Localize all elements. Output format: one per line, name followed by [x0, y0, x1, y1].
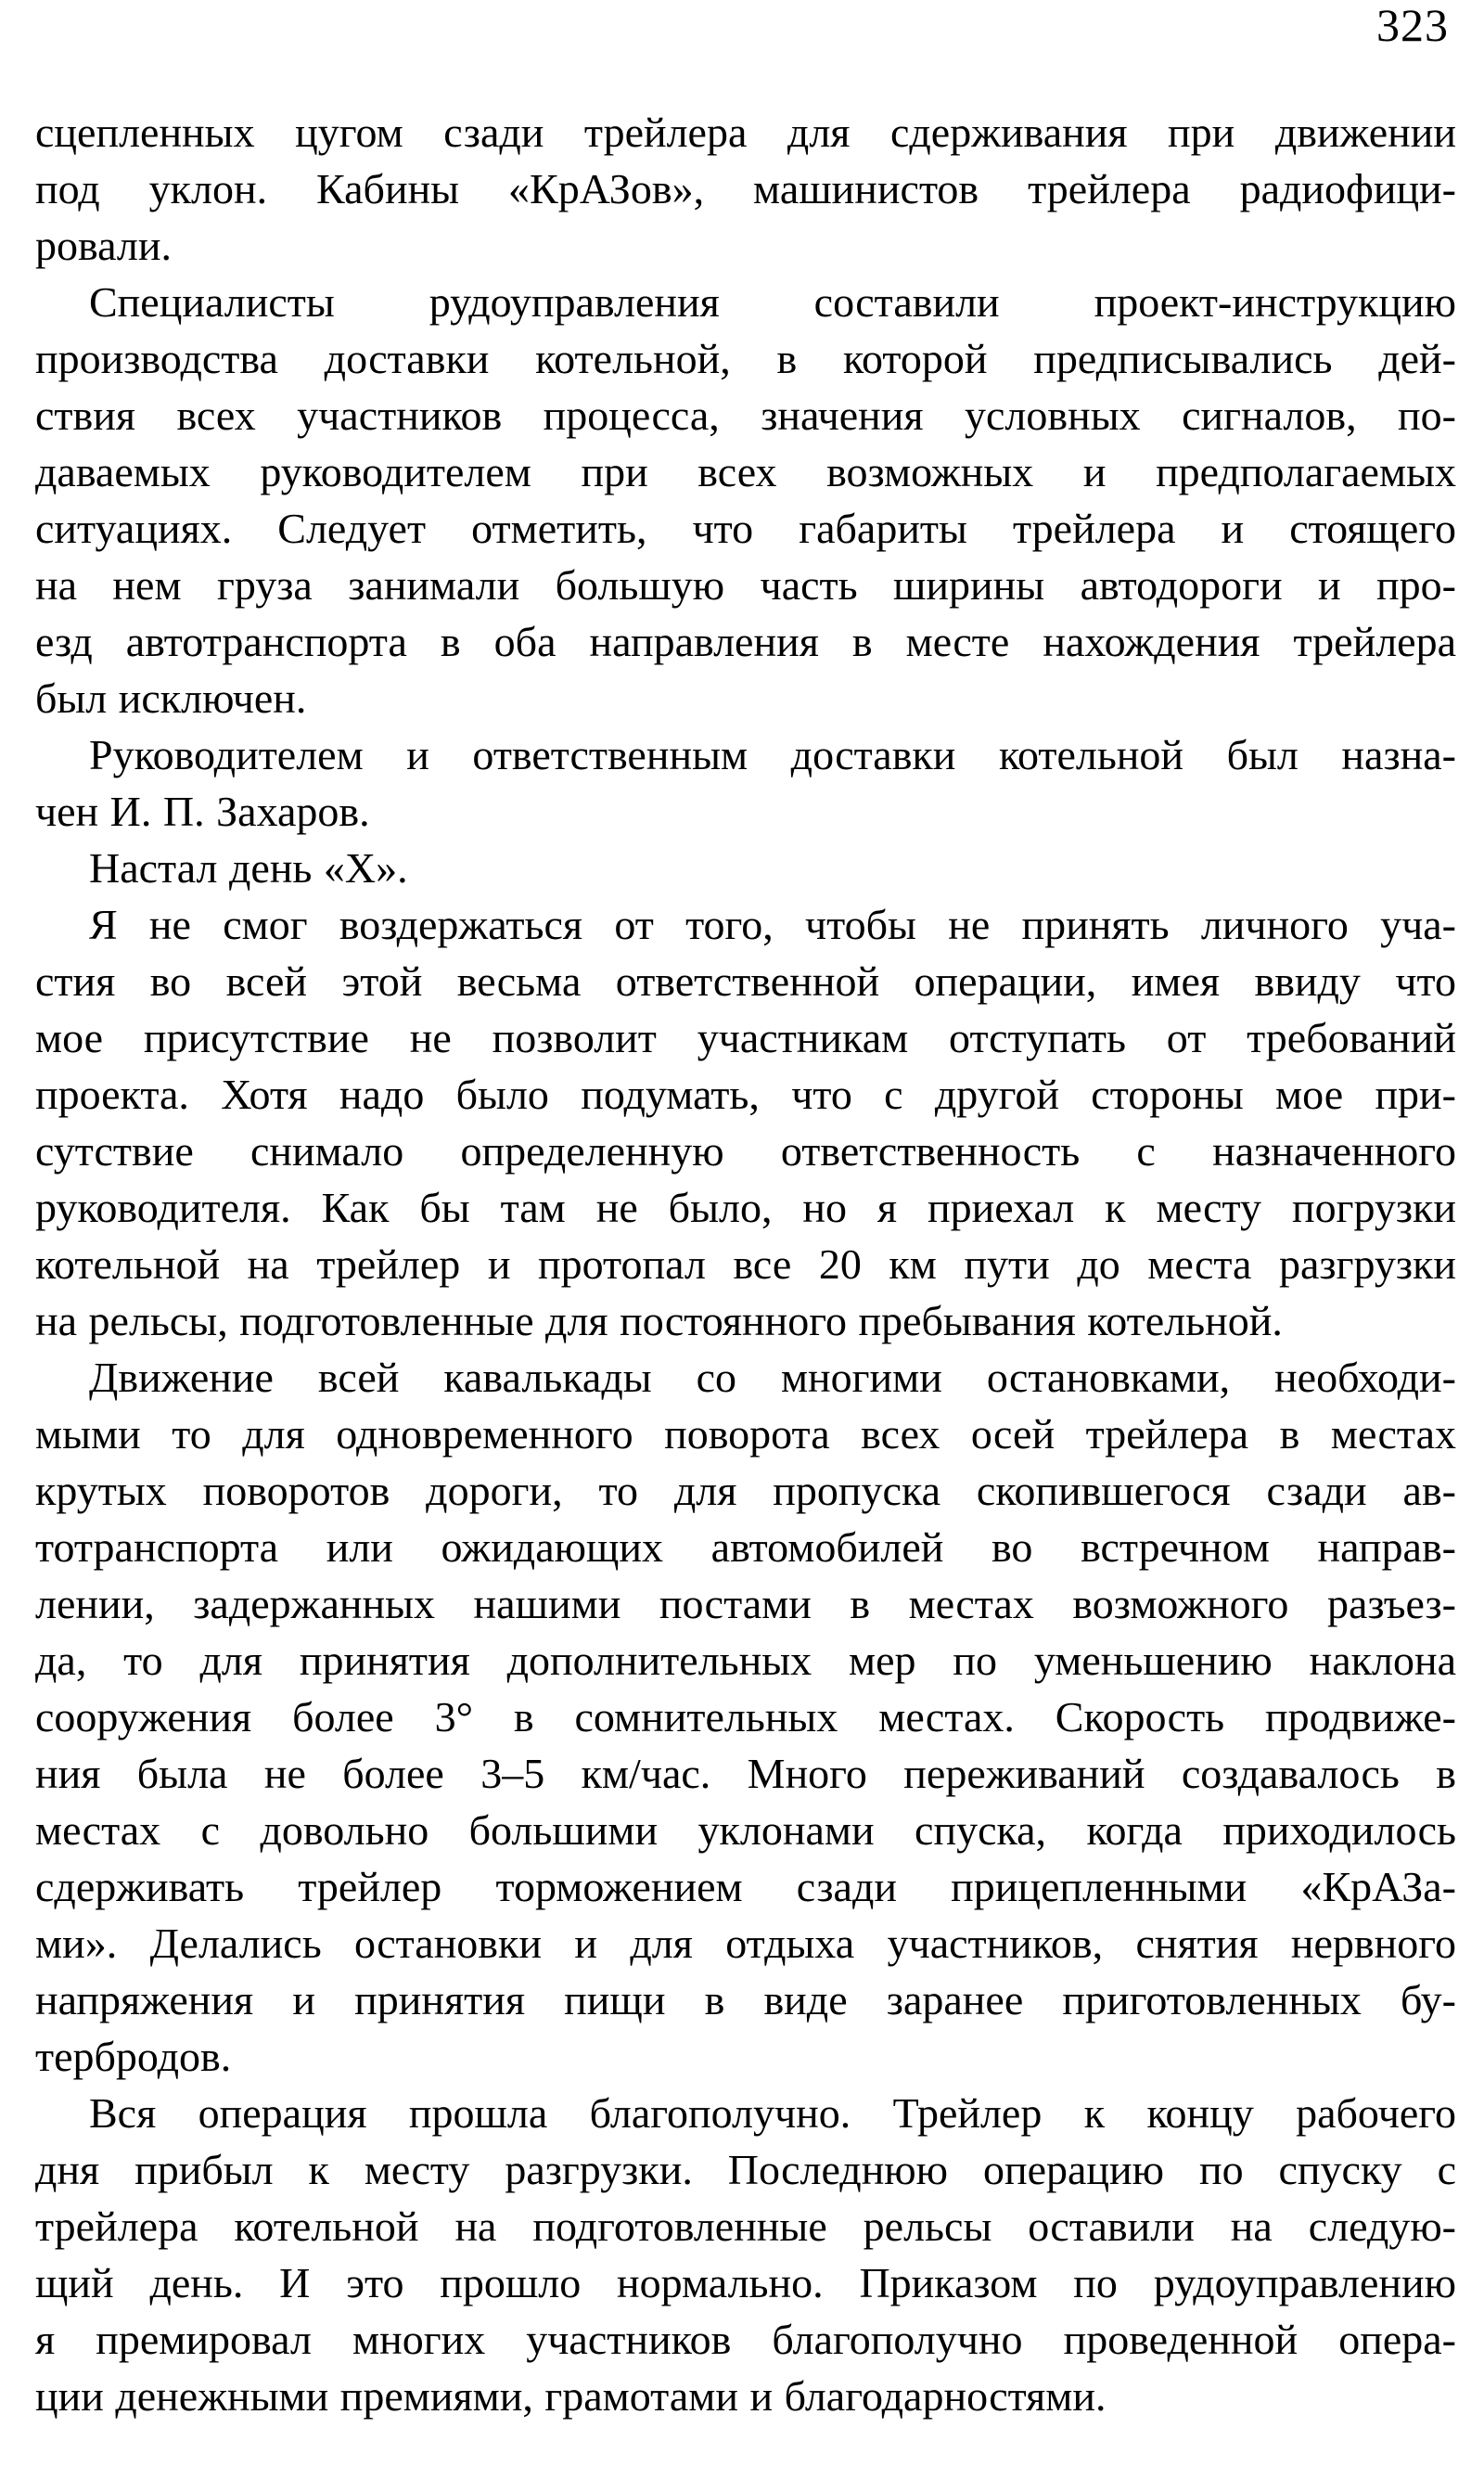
- text-line: сутствие снимало определенную ответственность с назначенного: [35, 1127, 1456, 1175]
- text-line: Специалисты рудоуправления составили проект-инструкцию: [89, 278, 1456, 326]
- text-line: сцепленных цугом сзади трейлера для сдерживания при движении: [35, 109, 1456, 156]
- text-line: котельной на трейлер и протопал все 20 км пути до места разгрузки: [35, 1240, 1456, 1288]
- text-line: мыми то для одновременного поворота всех осей трейлера в местах: [35, 1410, 1456, 1458]
- text-line: ровали.: [35, 222, 173, 269]
- text-line: стия во всей этой весьма ответственной операции, имея ввиду что: [35, 957, 1456, 1005]
- text-line: да, то для принятия дополнительных мер по уменьшению наклона: [35, 1637, 1456, 1684]
- text-line: я премировал многих участников благополучно проведенной опера-: [35, 2316, 1456, 2363]
- text-line: местах с довольно большими уклонами спуска, когда приходилось: [35, 1806, 1456, 1854]
- paragraph: [35, 1349, 1456, 2085]
- text-line: Руководителем и ответственным доставки котельной был назна-: [89, 731, 1456, 778]
- paragraph: [35, 726, 1456, 840]
- paragraph: [35, 104, 1456, 274]
- text-line: лении, задержанных нашими постами в местах возможного разъез-: [35, 1580, 1456, 1627]
- text-line: мое присутствие не позволит участникам отступать от требований: [35, 1014, 1456, 1061]
- text-line: сооружения более 3° в сомнительных местах. Скорость продвиже-: [35, 1693, 1456, 1740]
- text-line: Настал день «Х».: [89, 844, 408, 892]
- text-line: ции денежными премиями, грамотами и благодарностями.: [35, 2372, 1107, 2420]
- paragraph: [35, 274, 1456, 726]
- text-line: проекта. Хотя надо было подумать, что с другой стороны мое при-: [35, 1071, 1456, 1118]
- text-line: езд автотранспорта в оба направления в месте нахождения трейлера: [35, 618, 1456, 665]
- text-line: ситуациях. Следует отметить, что габариты трейлера и стоящего: [35, 505, 1456, 552]
- paragraph: [35, 896, 1456, 1349]
- text-line: Вся операция прошла благополучно. Трейлер к концу рабочего: [89, 2089, 1456, 2137]
- text-line: щий день. И это прошло нормально. Приказом по рудоуправлению: [35, 2259, 1456, 2306]
- paragraph: [35, 840, 1456, 896]
- text-line: крутых поворотов дороги, то для пропуска скопившегося сзади ав-: [35, 1467, 1456, 1514]
- text-line: тербродов.: [35, 2033, 232, 2080]
- text-line: даваемых руководителем при всех возможных и предполагаемых: [35, 448, 1456, 495]
- text-line: был исключен.: [35, 674, 307, 722]
- text-line: чен И. П. Захаров.: [35, 788, 370, 835]
- text-line: дня прибыл к месту разгрузки. Последнюю операцию по спуску с: [35, 2146, 1456, 2193]
- text-line: на рельсы, подготовленные для постоянного пребывания котельной.: [35, 1297, 1283, 1344]
- paragraph: [35, 2085, 1456, 2424]
- text-line: ствия всех участников процесса, значения условных сигналов, по-: [35, 392, 1456, 439]
- text-line: трейлера котельной на подготовленные рельсы оставили на следую-: [35, 2203, 1456, 2250]
- text-line: ния была не более 3–5 км/час. Много переживаний создавалось в: [35, 1750, 1456, 1797]
- page-number: 323: [1376, 0, 1449, 51]
- text-line: сдерживать трейлер торможением сзади прицепленными «КрАЗа-: [35, 1863, 1456, 1910]
- text-line: Я не смог воздержаться от того, чтобы не принять личного уча-: [89, 901, 1456, 948]
- text-line: производства доставки котельной, в которой предписывались дей-: [35, 335, 1456, 382]
- text-line: тотранспорта или ожидающих автомобилей во встречном направ-: [35, 1523, 1456, 1571]
- text-line: напряжения и принятия пищи в виде заранее приготовленных бу-: [35, 1976, 1456, 2023]
- text-line: ми». Делались остановки и для отдыха участников, снятия нервного: [35, 1920, 1456, 1967]
- text-line: под уклон. Кабины «КрАЗов», машинистов трейлера радиофици-: [35, 165, 1456, 212]
- text-line: на нем груза занимали большую часть ширины автодороги и про-: [35, 561, 1456, 609]
- body-text-column: [35, 104, 1456, 2424]
- text-line: руководителя. Как бы там не было, но я приехал к месту погрузки: [35, 1184, 1456, 1231]
- text-line: Движение всей кавалькады со многими остановками, необходи-: [89, 1354, 1456, 1401]
